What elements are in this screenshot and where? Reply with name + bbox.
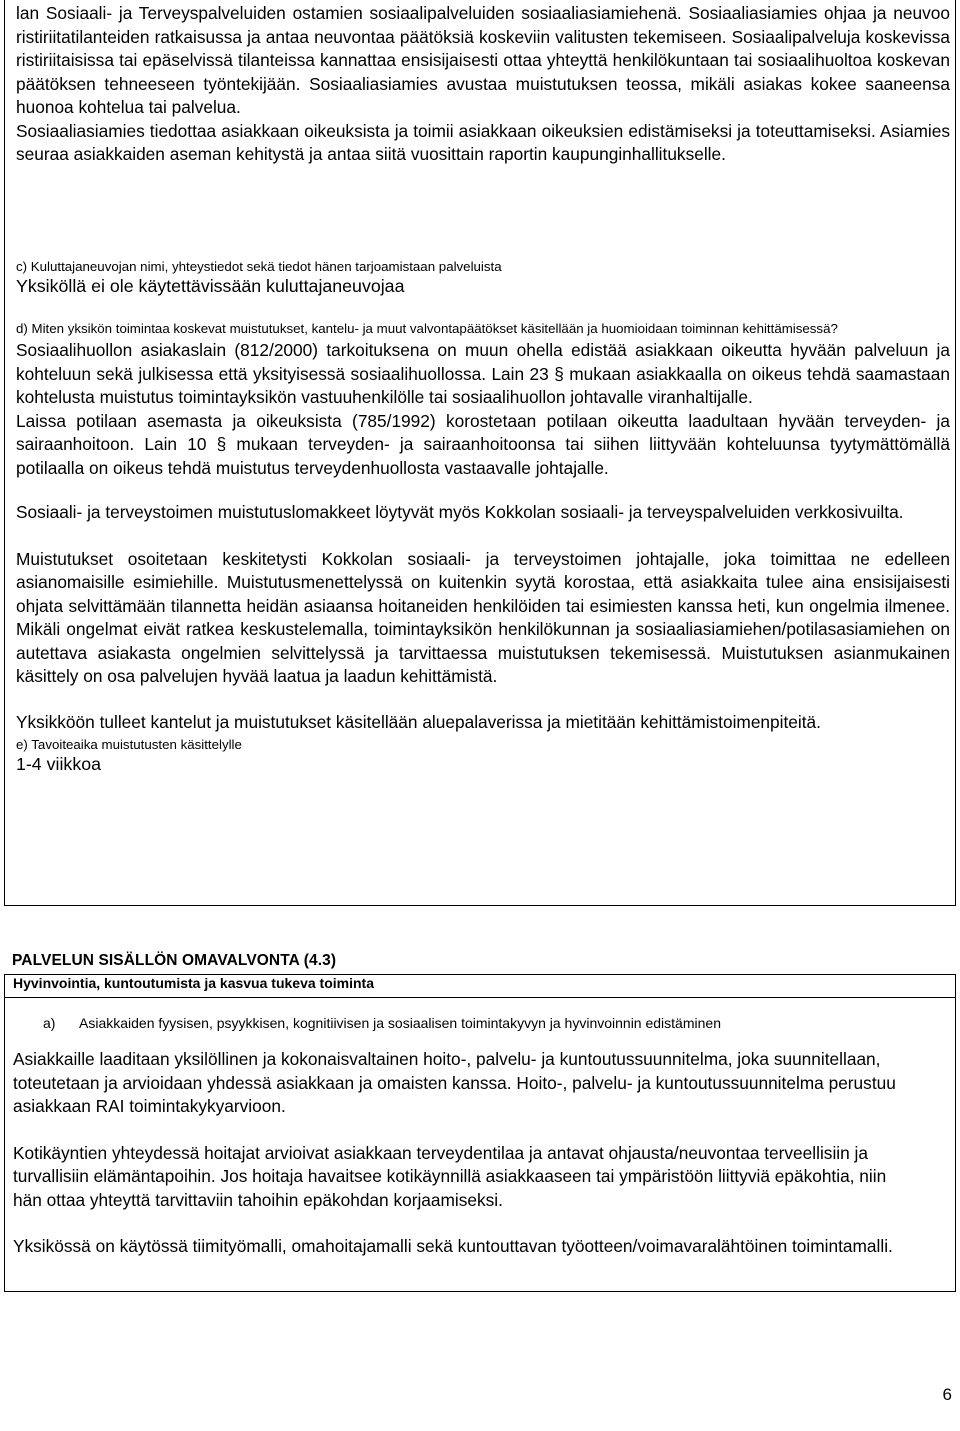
- complaints-paragraph-forms: Sosiaali- ja terveystoimen muistutuslomakkeet löytyvät myös Kokkolan sosiaali- ja terveyspalveluiden verkkosivuilta.: [16, 502, 904, 522]
- target-time-answer: 1-4 viikkoa: [16, 754, 101, 774]
- page-number: 6: [942, 1385, 952, 1404]
- intro-block: [16, 2, 950, 167]
- wellbeing-body: [13, 1048, 913, 1259]
- item-a: [43, 1015, 960, 1032]
- target-time-label: e) Tavoiteaika muistutusten käsittelylle: [16, 737, 242, 752]
- complaints-block: [16, 320, 950, 777]
- section-box-complaints: [4, 0, 956, 906]
- wellbeing-subtitle-text: Hyvinvointia, kuntoutumista ja kasvua tukeva toiminta: [13, 975, 374, 991]
- wellbeing-subtitle: [13, 975, 947, 993]
- wellbeing-paragraph-home-visits: Kotikäyntien yhteydessä hoitajat arvioivat asiakkaan terveydentilaa ja antavat ohjausta/neuvontaa terveellisiin ja turvallisiin elämäntapoihin. Jos hoitaja havaitsee kotikäynnillä asiakkaaseen tai ympäristöön liittyviä epäkohtia, niin hän ottaa yhteyttä tarvittaviin tahoihin epäkohdan korjaamiseksi.: [13, 1142, 887, 1210]
- complaints-label: d) Miten yksikön toimintaa koskevat muistutukset, kantelu- ja muut valvontapäätökset käsitellään ja huomioidaan toiminnan kehittämisessä?: [16, 321, 838, 336]
- intro-paragraph: lan Sosiaali- ja Terveyspalveluiden ostamien sosiaalipalveluiden sosiaaliasiamiehenä. Sosiaaliasiamies ohjaa ja neuvoo ristiriitatilanteiden ratkaisussa ja antaa neuvontaa päätöksiä koskeviin valitusten tekemiseen. Sosiaalipalveluja koskevissa ristiriitaisissa tai epäselvissä tilanteissa kannattaa ensisijaisesti ottaa yhteyttä henkilökuntaan tai sosiaalihuoltoa koskevan päätöksen tehneeseen työntekijään. Sosiaaliasiamies avustaa muistutuksen teossa, mikäli asiakas kokee saaneensa huonoa kohtelua tai palvelua.: [16, 3, 950, 117]
- subtitle-divider: [4, 997, 956, 998]
- consumer-advisor-label: c) Kuluttajaneuvojan nimi, yhteystiedot sekä tiedot hänen tarjoamistaan palveluista: [16, 259, 502, 274]
- complaints-paragraph-law-785: Laissa potilaan asemasta ja oikeuksista (785/1992) korostetaan potilaan oikeutta laadultaan hyvään terveyden- ja sairaanhoitoon. Lain 10 § mukaan terveyden- ja sairaanhoitoonsa tai siihen liittyvään kohteluunsa tyytymättömällä potilaalla on oikeus tehdä muistutus terveydenhuollosta vastaavalle johtajalle.: [16, 410, 950, 478]
- wellbeing-paragraph-plan: Asiakkaille laaditaan yksilöllinen ja kokonaisvaltainen hoito-, palvelu- ja kuntoutussuunnitelma, joka suunnitellaan, toteutetaan ja arvioidaan yhdessä asiakkaan ja omaisten kanssa. Hoito-, palvelu- ja kuntoutussuunnitelma perustuu asiakkaan RAI toimintakykyarvioon.: [13, 1049, 896, 1116]
- section-box-wellbeing: [4, 974, 956, 1292]
- item-a-label: Asiakkaiden fyysisen, psyykkisen, kognitiivisen ja sosiaalisen toimintakyvyn ja hyvinvoinnin edistäminen: [79, 1015, 721, 1031]
- wellbeing-paragraph-model: Yksikössä on käytössä tiimityömalli, omahoitajamalli sekä kuntouttavan työotteen/voimavaralähtöinen toimintamalli.: [13, 1236, 893, 1256]
- complaints-paragraph-handling: Yksikköön tulleet kantelut ja muistutukset käsitellään aluepalaverissa ja mietitään kehittämistoimenpiteitä.: [16, 711, 821, 732]
- rights-paragraph: Sosiaaliasiamies tiedottaa asiakkaan oikeuksista ja toimii asiakkaan oikeuksien edistämiseksi ja toteuttamiseksi. Asiamies seuraa asiakkaiden aseman kehitystä ja antaa siitä vuosittain raportin kaupunginhallitukselle.: [16, 120, 950, 164]
- item-a-row: [43, 1015, 960, 1032]
- consumer-advisor-answer: Yksiköllä ei ole käytettävissään kuluttajaneuvojaa: [16, 276, 405, 296]
- item-a-marker: a): [43, 1015, 56, 1031]
- consumer-advisor-block: [16, 258, 950, 299]
- section-title: PALVELUN SISÄLLÖN OMAVALVONTA (4.3): [12, 952, 337, 969]
- complaints-paragraph-law-812: Sosiaalihuollon asiakaslain (812/2000) tarkoituksena on muun ohella edistää asiakkaan oikeutta hyvään palveluun ja kohteluun sekä julkisessa että yksityisessä sosiaalihuollossa. Lain 23 § mukaan asiakkaalla on oikeus tehdä saamastaan kohtelusta muistutus toimintayksikön vastuuhenkilölle tai sosiaalihuollon johtavalle viranhaltijalle.: [16, 340, 950, 407]
- complaints-paragraph-process: Muistutukset osoitetaan keskitetysti Kokkolan sosiaali- ja terveystoimen johtajalle, joka toimittaa ne edelleen asianomaisille esimiehille. Muistutusmenettelyssä on kuitenkin syytä korostaa, että asiakkaita tulee aina ensisijaisesti ohjata selvittämään tilannetta heidän asiaansa hoitaneiden henkilöiden tai esimiesten kanssa heti, kun ongelmia ilmenee. Mikäli ongelmat eivät ratkea keskustelemalla, toimintayksikön henkilökunnan ja sosiaaliasiamiehen/potilasasiamiehen on autettava asiakasta ongelmien selvittelyssä ja tarvittaessa muistutuksen tekemisessä. Muistutuksen asianmukainen käsittely on osa palvelujen hyvää laatua ja laadun kehittämistä.: [16, 548, 950, 686]
